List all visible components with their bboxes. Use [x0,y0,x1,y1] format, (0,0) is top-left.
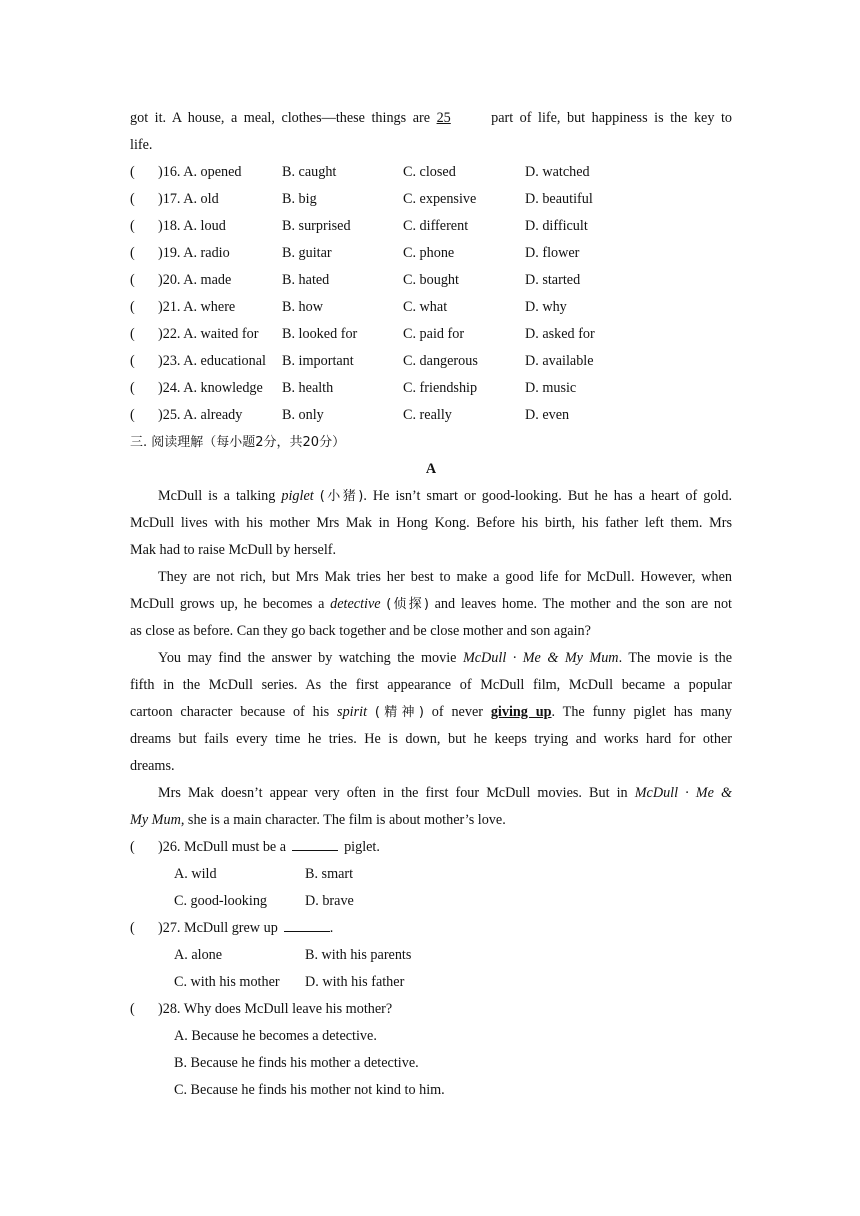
cloze-option-c: C. what [403,299,448,315]
cloze-stem-option-a: )21. A. where [158,299,236,315]
question-26: ( )26. McDull must be a piglet. [130,839,380,855]
cloze-option-b: B. caught [282,164,337,180]
cloze-paren: ( [130,380,135,396]
question-28-option-b: B. Because he finds his mother a detective. [174,1055,419,1071]
intro-line-2: life. [130,137,153,153]
passage-p4-line-2: My Mum, she is a main character. The film is about mother’s love. [130,812,506,828]
cloze-option-c: C. bought [403,272,459,288]
cloze-paren: ( [130,407,135,423]
passage-title: A [425,461,437,477]
cloze-questions [130,159,732,429]
passage-p2-line-3: as close as before. Can they go back together and be close mother and son again? [130,623,591,639]
cloze-option-c: C. dangerous [403,353,478,369]
cloze-option-d: D. available [525,353,594,369]
cloze-paren: ( [130,326,135,342]
cloze-paren: ( [130,245,135,261]
cloze-option-b: B. important [282,353,354,369]
cloze-paren: ( [130,353,135,369]
cloze-stem-option-a: )17. A. old [158,191,219,207]
cloze-option-b: B. how [282,299,323,315]
cloze-question-row [130,402,732,429]
cloze-question-row [130,213,732,240]
passage-p3-line-5: dreams. [130,758,175,774]
cloze-option-d: D. even [525,407,570,423]
cloze-paren: ( [130,218,135,234]
cloze-option-d: D. started [525,272,581,288]
cloze-option-d: D. flower [525,245,580,261]
question-28-option-c: C. Because he finds his mother not kind to him. [174,1082,445,1098]
passage-p3-line-1: You may find the answer by watching the movie McDull · Me & My Mum. The movie is the [158,650,733,666]
cloze-option-d: D. watched [525,164,590,180]
document-page [130,105,732,1104]
passage-p3-line-3: cartoon character because of his spirit (精神) of never giving up. The funny piglet has many [130,704,732,720]
cloze-option-c: C. closed [403,164,456,180]
passage-p1-line-1: McDull is a talking piglet (小猪). He isn’t smart or good-looking. But he has a heart of gold. [158,488,732,504]
cloze-paren: ( [130,272,135,288]
giving-up-emphasis: giving up [490,704,552,720]
cloze-option-d: D. music [525,380,577,396]
cloze-option-d: D. asked for [525,326,595,342]
question-27-options-2: C. with his mother D. with his father [174,974,405,990]
cloze-option-c: C. different [403,218,469,234]
cloze-stem-option-a: )16. A. opened [158,164,242,180]
cloze-option-c: C. friendship [403,380,478,396]
cloze-paren: ( [130,299,135,315]
passage-p4-line-1: Mrs Mak doesn’t appear very often in the first four McDull movies. But in McDull · Me & [158,785,732,801]
cloze-option-c: C. expensive [403,191,477,207]
cloze-stem-option-a: )19. A. radio [158,245,230,261]
passage-p1-line-2: McDull lives with his mother Mrs Mak in Hong Kong. Before his birth, his father left them. Mrs [130,515,732,531]
intro-line-1: got it. A house, a meal, clothes—these things are 25 part of life, but happiness is the key to [130,105,732,132]
cloze-option-d: D. difficult [525,218,588,234]
question-27-options-1: A. alone B. with his parents [174,947,412,963]
blank-25: 25 [436,110,451,126]
question-26-options-2: C. good-looking D. brave [174,893,354,909]
cloze-option-b: B. only [282,407,324,423]
cloze-option-b: B. big [282,191,317,207]
question-28: ( )28. Why does McDull leave his mother? [130,1001,393,1017]
cloze-stem-option-a: )20. A. made [158,272,232,288]
cloze-option-d: D. beautiful [525,191,593,207]
cloze-question-row [130,375,732,402]
cloze-option-c: C. paid for [403,326,465,342]
cloze-option-c: C. phone [403,245,455,261]
cloze-question-row [130,294,732,321]
passage-p2-line-1: They are not rich, but Mrs Mak tries her best to make a good life for McDull. However, when [158,569,732,585]
question-26-options-1: A. wild B. smart [174,866,354,882]
passage-p3-line-4: dreams but fails every time he tries. He is down, but he keeps trying and works hard for other [130,731,732,747]
cloze-question-row [130,186,732,213]
cloze-stem-option-a: )23. A. educational [158,353,266,369]
cloze-option-d: D. why [525,299,567,315]
passage-p3-line-2: fifth in the McDull series. As the first appearance of McDull film, McDull became a popular [130,677,732,693]
cloze-option-b: B. guitar [282,245,332,261]
cloze-paren: ( [130,164,135,180]
cloze-option-b: B. surprised [282,218,351,234]
question-28-option-a: A. Because he becomes a detective. [174,1028,377,1044]
section-heading: 三. 阅读理解（每小题2分，共20分） [130,435,346,450]
passage-p1-line-3: Mak had to raise McDull by herself. [130,542,337,558]
cloze-option-b: B. health [282,380,334,396]
question-27: ( )27. McDull grew up . [130,920,334,936]
cloze-stem-option-a: )24. A. knowledge [158,380,263,396]
cloze-paren: ( [130,191,135,207]
cloze-option-b: B. hated [282,272,330,288]
cloze-stem-option-a: )18. A. loud [158,218,226,234]
cloze-question-row [130,267,732,294]
cloze-stem-option-a: )25. A. already [158,407,243,423]
cloze-option-b: B. looked for [282,326,358,342]
passage-p2-line-2: McDull grows up, he becomes a detective (侦探) and leaves home. The mother and the son are not [130,596,732,612]
cloze-question-row [130,321,732,348]
cloze-stem-option-a: )22. A. waited for [158,326,259,342]
cloze-option-c: C. really [403,407,452,423]
cloze-question-row [130,159,732,186]
cloze-question-row [130,240,732,267]
cloze-question-row [130,348,732,375]
